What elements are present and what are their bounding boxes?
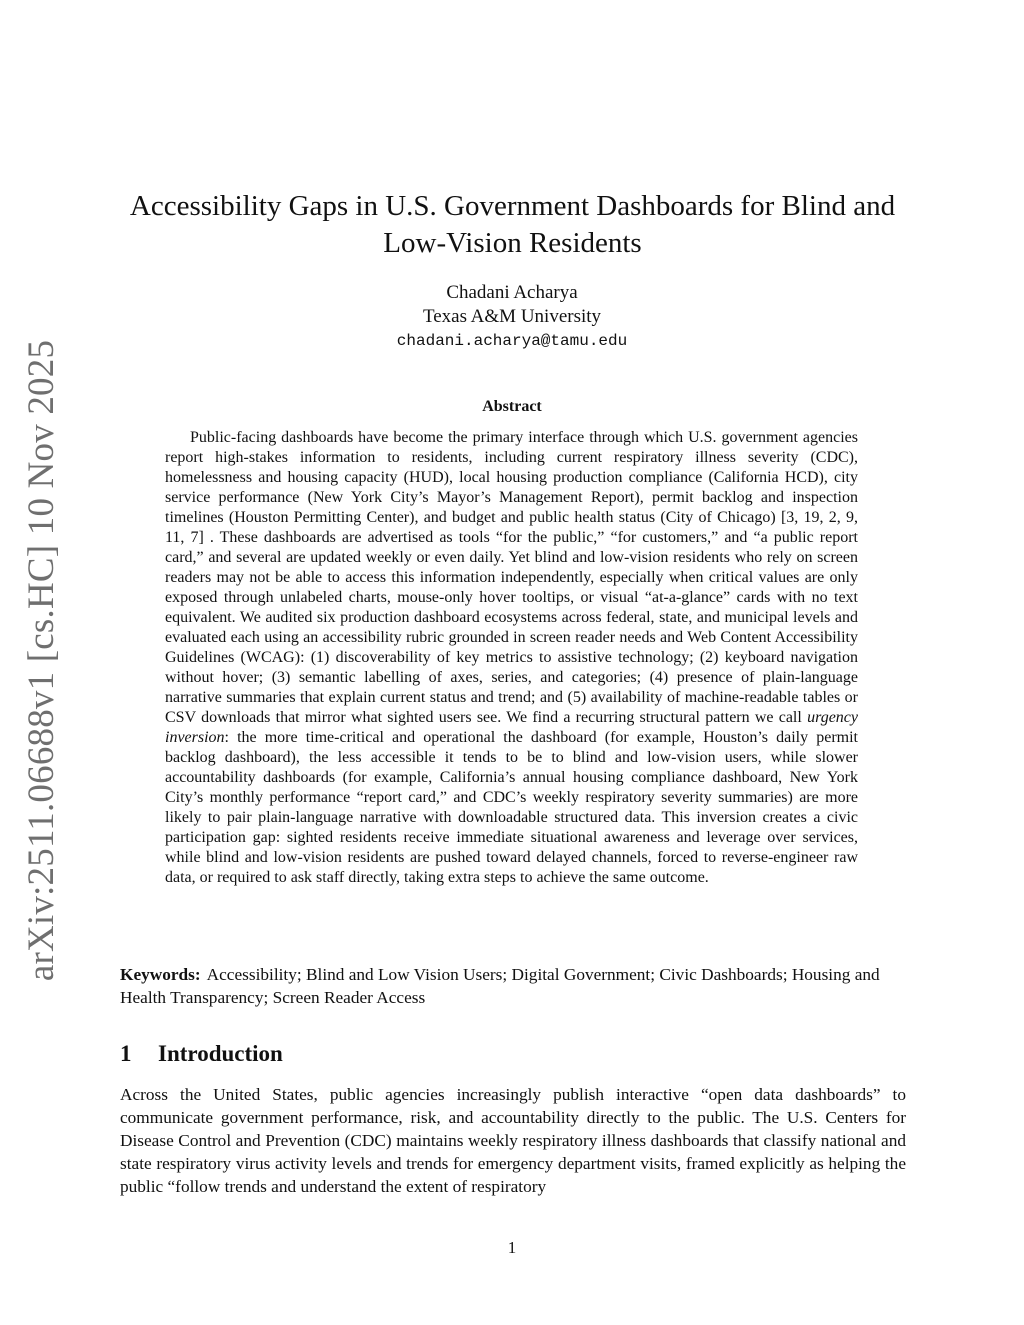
- author-name: Chadani Acharya: [446, 282, 578, 303]
- paper-title: Accessibility Gaps in U.S. Government Dashboards for Blind and Low-Vision Residents: [129, 190, 896, 259]
- author-email: chadani.acharya@tamu.edu: [396, 332, 628, 350]
- abstract-body: [165, 428, 858, 888]
- abstract-heading: Abstract: [482, 398, 542, 415]
- keywords: [120, 963, 906, 1009]
- section-number: 1: [120, 1041, 132, 1066]
- abstract-text-part2: : the more time-critical and operational the dashboard (for example, Houston’s daily permit backlog dashboard), the less accessible it tends to be to blind and low-vision users, while slower accountability dashboards (for example, California’s annual housing compliance dashboard, New York City’s monthly performance “report card,” and CDC’s weekly respiratory severity summaries) are more likely to pair plain-language narrative with downloadable structured data. This inversion creates a civic participation gap: sighted residents receive immediate situational awareness and leverage over services, while blind and low-vision residents are pushed toward delayed channels, forced to reverse-engineer raw data, or required to ask staff directly, taking extra steps to achieve the same outcome.: [165, 729, 858, 886]
- author-affiliation: Texas A&M University: [422, 306, 602, 327]
- introduction-paragraph: Across the United States, public agencies increasingly publish interactive “open data dashboards” to communicate government performance, risk, and accountability directly to the public. The U.S. Centers for Disease Control and Prevention (CDC) maintains weekly respiratory illness dashboards that classify national and state respiratory virus activity levels and trends for emergency department visits, framed explicitly as helping the public “follow trends and understand the extent of respiratory: [120, 1085, 906, 1196]
- section-title: Introduction: [158, 1041, 283, 1066]
- keywords-text: Accessibility; Blind and Low Vision Users; Digital Government; Civic Dashboards; Housing and Health Transparency; Screen Reader Access: [120, 965, 880, 1007]
- arxiv-stamp-text: arXiv:2511.06688v1 [cs.HC] 10 Nov 2025: [21, 339, 62, 981]
- title-block: [120, 188, 905, 262]
- abstract-emphasis: urgency inversion: [165, 709, 858, 746]
- abstract-text-part1: Public-facing dashboards have become the primary interface through which U.S. government agencies report high-stakes information to residents, including current respiratory illness severity (CDC), homelessness and housing capacity (HUD), local housing production compliance (California HCD), city service performance (New York City’s Mayor’s Management Report), permit backlog and inspection timelines (Houston Permitting Center), and budget and public health status (City of Chicago) [3, 19, 2, 9, 11, 7] . These dashboards are advertised as tools “for the public,” “for customers,” and “a public report card,” and several are updated weekly or even daily. Yet blind and low-vision residents who rely on screen readers may not be able to access this information independently, especially when critical values are only exposed through unlabeled charts, mouse-only hover tooltips, or visual “at-a-glance” cards with no text equivalent. We audited six production dashboard ecosystems across federal, state, and municipal levels and evaluated each using an accessibility rubric grounded in screen reader needs and Web Content Accessibility Guidelines (WCAG): (1) discoverability of key metrics to assistive technology; (2) keyboard navigation without hover; (3) semantic labelling of axes, series, and categories; (4) presence of plain-language narrative summaries that explain current status and trend; and (5) availability of machine-readable tables or CSV downloads that mirror what sighted users see. We find a recurring structural pattern we call: [165, 429, 858, 726]
- author-block: [280, 281, 744, 353]
- keywords-label: Keywords:: [120, 965, 201, 984]
- arxiv-stamp: [13, 339, 70, 981]
- section-heading-introduction: [120, 1039, 283, 1069]
- page-number: 1: [507, 1238, 517, 1257]
